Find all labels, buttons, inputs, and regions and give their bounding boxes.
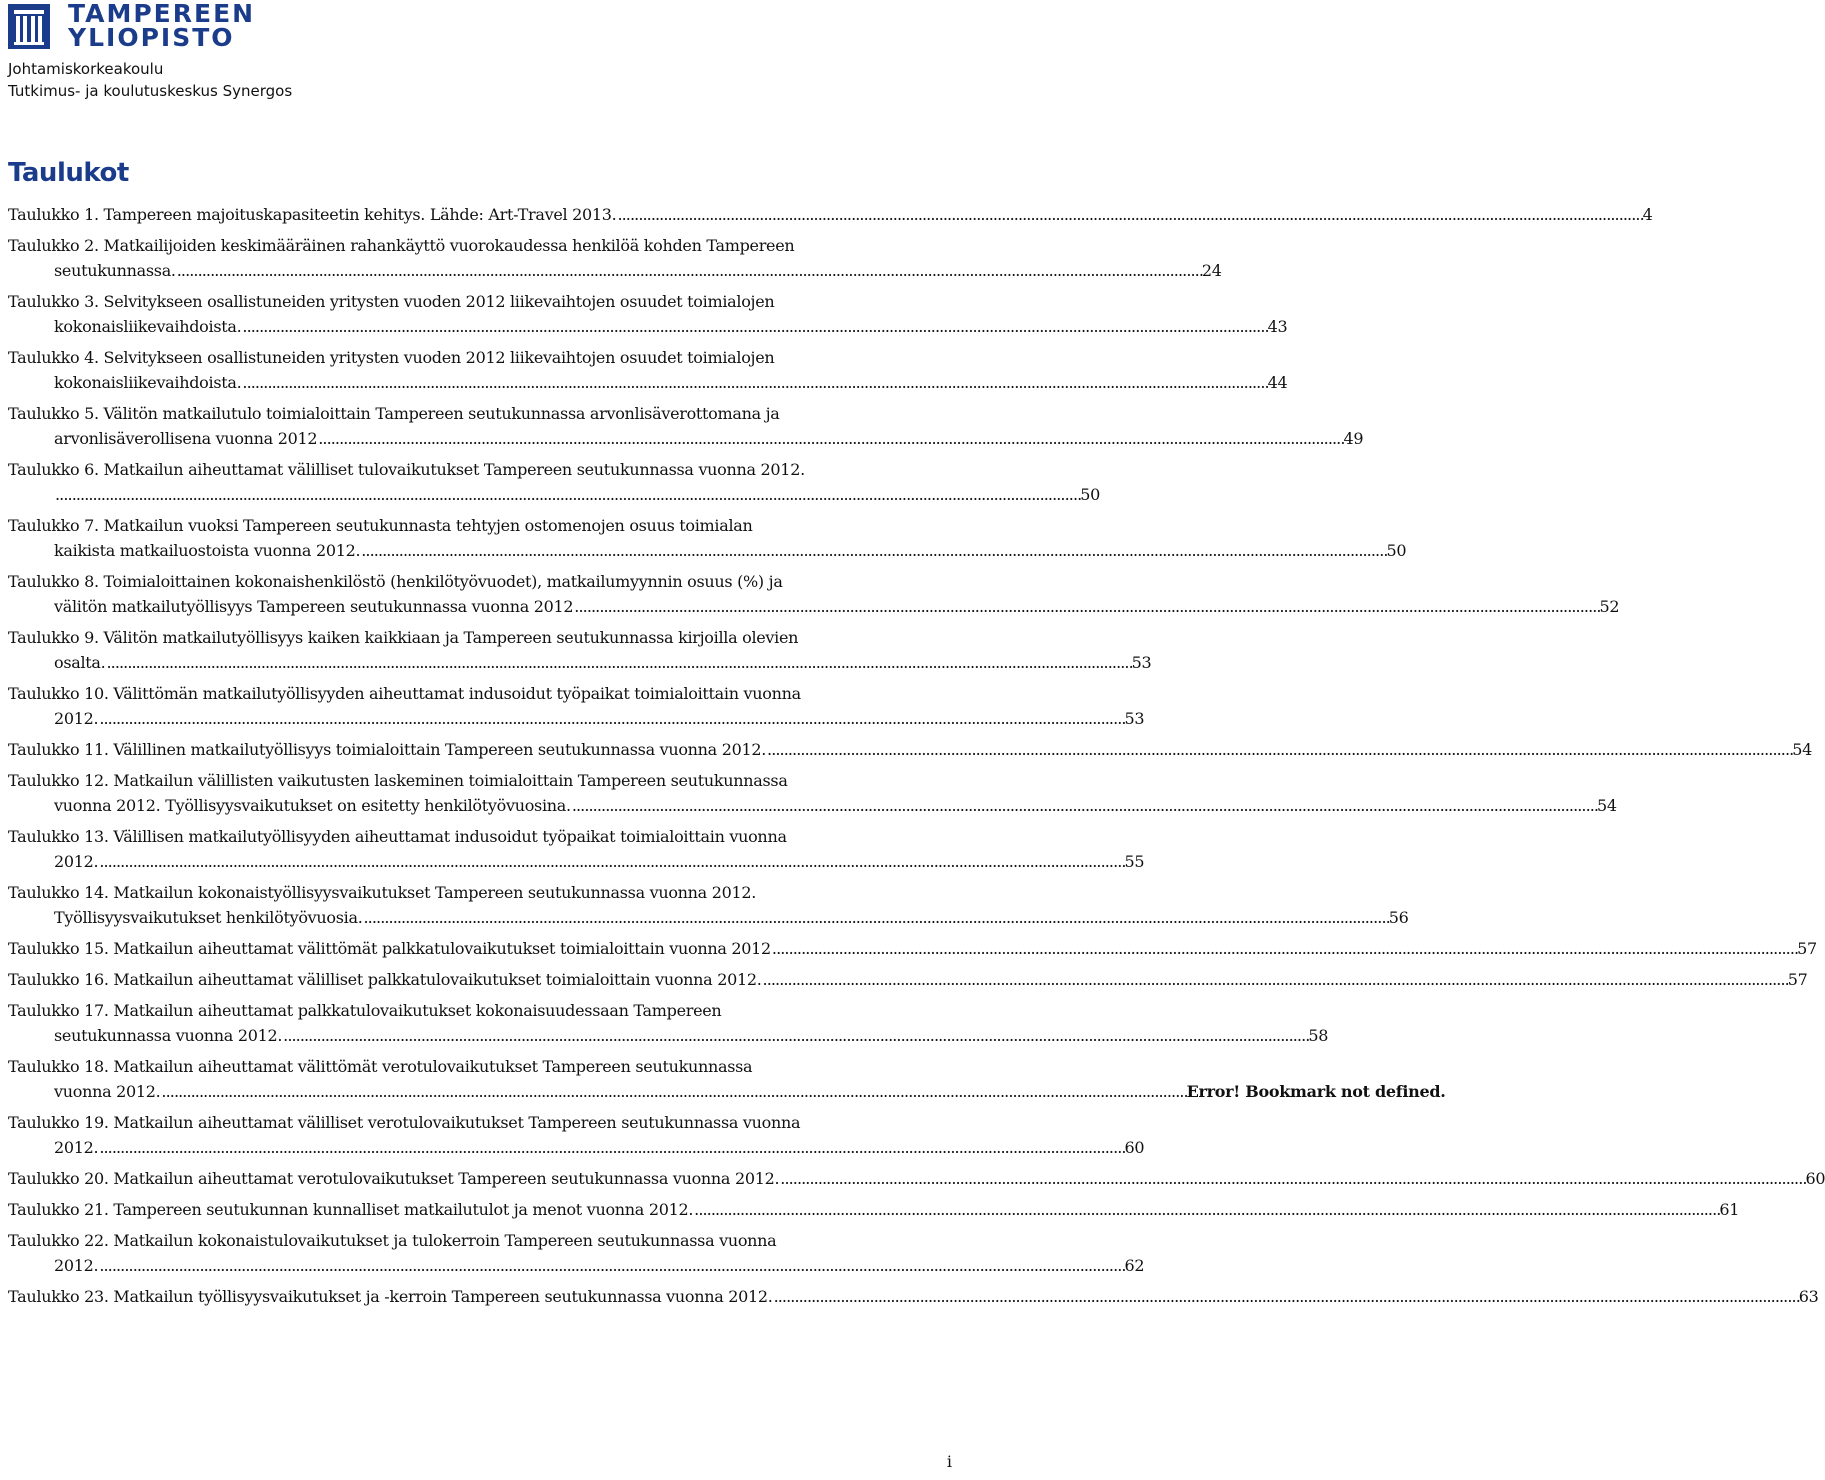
document-header: [8, 0, 608, 102]
table-of-contents: [8, 202, 1825, 1315]
toc-page-number: 53: [1131, 653, 1152, 672]
toc-entry-title: Taulukko 13. Välillisen matkailutyöllisyyden aiheuttamat indusoidut työpaikat toimialoittain vuonna: [8, 827, 787, 846]
toc-entry-last-line: [8, 936, 1817, 961]
toc-entry-last-line: [54, 1023, 1329, 1048]
toc-page-number: 61: [1719, 1200, 1740, 1219]
toc-entry-line: [8, 880, 956, 905]
toc-entry-line: [8, 768, 956, 793]
toc-entry-title: 2012.: [54, 852, 99, 871]
toc-entry-title: Taulukko 21. Tampereen seutukunnan kunnalliset matkailutulot ja menot vuonna 2012.: [8, 1200, 694, 1219]
toc-entry[interactable]: [8, 513, 1407, 563]
toc-entry-line: [8, 345, 956, 370]
toc-entry-title: Taulukko 15. Matkailun aiheuttamat välittömät palkkatulovaikutukset toimialoittain vuonna 2012: [8, 939, 771, 958]
toc-entry-title: vuonna 2012. Työllisyysvaikutukset on esitetty henkilötyövuosina.: [54, 796, 571, 815]
toc-entry[interactable]: [8, 681, 1145, 731]
toc-leader-dots: [99, 709, 1123, 728]
toc-entry-line: [8, 681, 956, 706]
toc-entry-title: seutukunnassa vuonna 2012.: [54, 1026, 283, 1045]
toc-leader-dots: [774, 1287, 1798, 1306]
toc-entry[interactable]: [8, 768, 1617, 818]
toc-entry-title: 2012.: [54, 1138, 99, 1157]
toc-entry-title: kaikista matkailuostoista vuonna 2012.: [54, 541, 361, 560]
toc-entry-title: kokonaisliikevaihdoista.: [54, 317, 242, 336]
toc-entry-last-line: [54, 258, 1222, 283]
toc-entry-last-line: [54, 706, 1145, 731]
toc-leader-dots: [574, 597, 1598, 616]
toc-entry-line: [8, 1110, 956, 1135]
toc-entry-title: Työllisyysvaikutukset henkilötyövuosia.: [54, 908, 363, 927]
toc-leader-dots: [99, 1256, 1123, 1275]
toc-entry[interactable]: [8, 998, 1329, 1048]
toc-entry-line: [8, 1054, 956, 1079]
toc-entry-title: Taulukko 4. Selvitykseen osallistuneiden yritysten vuoden 2012 liikevaihtojen osuudet toimialojen: [8, 348, 775, 367]
toc-entry[interactable]: [8, 967, 1808, 992]
toc-leader-dots: [361, 541, 1385, 560]
toc-page-number: 24: [1201, 261, 1222, 280]
toc-leader-dots: [767, 740, 1791, 759]
toc-entry-last-line: [54, 793, 1617, 818]
toc-entry-line: [8, 457, 956, 482]
toc-entry-title: Taulukko 10. Välittömän matkailutyöllisyyden aiheuttamat indusoidut työpaikat toimialoittain vuonna: [8, 684, 801, 703]
toc-entry[interactable]: [8, 824, 1145, 874]
toc-page-number: 54: [1597, 796, 1617, 815]
toc-entry-last-line: [54, 482, 1100, 507]
toc-entry-title: Taulukko 23. Matkailun työllisyysvaikutukset ja -kerroin Tampereen seutukunnassa vuonna 2012.: [8, 1287, 773, 1306]
toc-entry-title: välitön matkailutyöllisyys Tampereen seutukunnassa vuonna 2012: [54, 597, 574, 616]
toc-entry[interactable]: [8, 737, 1812, 762]
toc-page-number: 58: [1308, 1026, 1329, 1045]
toc-entry-title: Taulukko 8. Toimialoittainen kokonaishenkilöstö (henkilötyövuodet), matkailumyynnin osuus (%) ja: [8, 572, 783, 591]
toc-entry-title: Taulukko 20. Matkailun aiheuttamat verotulovaikutukset Tampereen seutukunnassa vuonna 2012.: [8, 1169, 780, 1188]
toc-entry-title: kokonaisliikevaihdoista.: [54, 373, 242, 392]
toc-entry-title: Taulukko 17. Matkailun aiheuttamat palkkatulovaikutukset kokonaisuudessaan Tampereen: [8, 1001, 722, 1020]
toc-page-number: 43: [1267, 317, 1288, 336]
toc-entry-last-line: [54, 370, 1288, 395]
toc-entry-last-line: [8, 737, 1812, 762]
toc-leader-dots: [242, 317, 1266, 336]
toc-entry-last-line: [54, 849, 1145, 874]
toc-entry[interactable]: [8, 880, 1409, 930]
toc-entry-title: Taulukko 14. Matkailun kokonaistyöllisyysvaikutukset Tampereen seutukunnassa vuonna 2012.: [8, 883, 757, 902]
toc-entry-title: Taulukko 22. Matkailun kokonaistulovaikutukset ja tulokerroin Tampereen seutukunnassa vuonna: [8, 1231, 777, 1250]
toc-entry-line: [8, 1228, 956, 1253]
toc-leader-dots: [694, 1200, 1718, 1219]
toc-page-number: Error! Bookmark not defined.: [1186, 1082, 1446, 1101]
toc-leader-dots: [572, 796, 1596, 815]
toc-entry-last-line: [8, 1166, 1825, 1191]
toc-entry-last-line: [54, 1135, 1145, 1160]
toc-entry-title: 2012.: [54, 1256, 99, 1275]
toc-leader-dots: [780, 1169, 1804, 1188]
toc-entry-title: Taulukko 7. Matkailun vuoksi Tampereen seutukunnasta tehtyjen ostomenojen osuus toimialan: [8, 516, 753, 535]
toc-leader-dots: [283, 1026, 1307, 1045]
toc-entry[interactable]: [8, 1197, 1740, 1222]
toc-leader-dots: [763, 970, 1787, 989]
toc-page-number: 49: [1343, 429, 1364, 448]
section-heading: Taulukot: [8, 158, 129, 188]
toc-entry[interactable]: [8, 457, 1100, 507]
toc-entry[interactable]: [8, 401, 1364, 451]
toc-entry-last-line: [8, 1284, 1819, 1309]
toc-entry-line: [8, 824, 956, 849]
toc-entry[interactable]: [8, 345, 1288, 395]
toc-leader-dots: [772, 939, 1796, 958]
toc-entry-last-line: [54, 650, 1152, 675]
toc-entry[interactable]: [8, 625, 1152, 675]
toc-entry-title: Taulukko 16. Matkailun aiheuttamat välilliset palkkatulovaikutukset toimialoittain vuonna 2012.: [8, 970, 762, 989]
toc-entry[interactable]: [8, 936, 1817, 961]
university-emblem-icon: [8, 4, 50, 49]
toc-entry[interactable]: [8, 1284, 1819, 1309]
toc-entry-last-line: [8, 202, 1653, 227]
toc-entry-last-line: [54, 1253, 1145, 1278]
toc-entry-line: [8, 401, 956, 426]
toc-page-number: 50: [1386, 541, 1407, 560]
toc-entry[interactable]: [8, 233, 1222, 283]
toc-entry[interactable]: [8, 202, 1653, 227]
toc-entry-title: Taulukko 3. Selvitykseen osallistuneiden yritysten vuoden 2012 liikevaihtojen osuudet toimialojen: [8, 292, 775, 311]
toc-entry-title: Taulukko 6. Matkailun aiheuttamat välilliset tulovaikutukset Tampereen seutukunnassa vuonna 2012.: [8, 460, 805, 479]
toc-entry-title: Taulukko 18. Matkailun aiheuttamat välittömät verotulovaikutukset Tampereen seutukunnassa: [8, 1057, 753, 1076]
toc-page-number: 60: [1805, 1169, 1825, 1188]
toc-page-number: 44: [1267, 373, 1288, 392]
toc-page-number: 60: [1124, 1138, 1145, 1157]
organization-units: [8, 58, 608, 102]
toc-entry-title: osalta.: [54, 653, 106, 672]
university-logo: [8, 0, 608, 52]
toc-page-number: 57: [1797, 939, 1817, 958]
toc-entry[interactable]: [8, 289, 1288, 339]
toc-entry-line: [8, 233, 956, 258]
toc-entry-title: 2012.: [54, 709, 99, 728]
toc-entry[interactable]: [8, 1166, 1825, 1191]
toc-entry-title: seutukunnassa.: [54, 261, 176, 280]
toc-leader-dots: [99, 852, 1123, 871]
page-number: i: [946, 1452, 952, 1471]
toc-entry-title: Taulukko 2. Matkailijoiden keskimääräinen rahankäyttö vuorokaudessa henkilöä kohden Tampereen: [8, 236, 795, 255]
unit-line-1: Johtamiskorkeakoulu: [8, 60, 164, 78]
toc-entry-last-line: [54, 426, 1364, 451]
toc-entry-line: [8, 569, 956, 594]
toc-leader-dots: [242, 373, 1266, 392]
toc-leader-dots: [55, 485, 1079, 504]
toc-leader-dots: [99, 1138, 1123, 1157]
toc-entry-title: Taulukko 5. Välitön matkailutulo toimialoittain Tampereen seutukunnassa arvonlisäverottomana ja: [8, 404, 780, 423]
toc-entry-last-line: [8, 967, 1808, 992]
toc-entry[interactable]: [8, 1054, 1446, 1104]
toc-entry-line: [8, 625, 956, 650]
toc-entry-title: Taulukko 11. Välillinen matkailutyöllisyys toimialoittain Tampereen seutukunnassa vuonna 2012.: [8, 740, 767, 759]
toc-page-number: 62: [1124, 1256, 1145, 1275]
toc-entry-line: [8, 513, 956, 538]
toc-page-number: 53: [1124, 709, 1145, 728]
logo-wordmark: [68, 2, 255, 50]
toc-page-number: 4: [1642, 205, 1653, 224]
toc-leader-dots: [177, 261, 1201, 280]
toc-entry[interactable]: [8, 569, 1620, 619]
logo-line-2: YLIOPISTO: [68, 23, 235, 52]
toc-page-number: 63: [1798, 1287, 1819, 1306]
toc-leader-dots: [364, 908, 1388, 927]
toc-entry-title: arvonlisäverollisena vuonna 2012: [54, 429, 318, 448]
toc-page-number: 57: [1787, 970, 1808, 989]
toc-entry-line: [8, 289, 956, 314]
toc-page-number: 54: [1792, 740, 1812, 759]
toc-entry-last-line: [8, 1197, 1740, 1222]
toc-entry-last-line: [54, 905, 1409, 930]
toc-entry-title: Taulukko 12. Matkailun välillisten vaikutusten laskeminen toimialoittain Tampereen seutukunnassa: [8, 771, 788, 790]
toc-page-number: 56: [1388, 908, 1409, 927]
toc-leader-dots: [106, 653, 1130, 672]
toc-entry[interactable]: [8, 1228, 1145, 1278]
logo-line-1: TAMPEREEN: [68, 0, 256, 28]
toc-entry-last-line: [54, 1079, 1446, 1104]
toc-entry-last-line: [54, 314, 1288, 339]
toc-leader-dots: [617, 205, 1641, 224]
unit-line-2: Tutkimus- ja koulutuskeskus Synergos: [8, 82, 293, 100]
toc-entry-last-line: [54, 594, 1620, 619]
toc-entry-title: Taulukko 9. Välitön matkailutyöllisyys kaiken kaikkiaan ja Tampereen seutukunnassa kirjoilla olevien: [8, 628, 799, 647]
toc-page-number: 50: [1080, 485, 1100, 504]
toc-entry-line: [8, 998, 956, 1023]
toc-entry[interactable]: [8, 1110, 1145, 1160]
toc-page-number: 52: [1599, 597, 1620, 616]
toc-entry-last-line: [54, 538, 1407, 563]
toc-entry-title: Taulukko 1. Tampereen majoituskapasiteetin kehitys. Lähde: Art-Travel 2013.: [8, 205, 617, 224]
toc-entry-title: Taulukko 19. Matkailun aiheuttamat välilliset verotulovaikutukset Tampereen seutukunnassa vuonna: [8, 1113, 801, 1132]
toc-entry-title: vuonna 2012.: [54, 1082, 161, 1101]
toc-leader-dots: [161, 1082, 1185, 1101]
toc-page-number: 55: [1124, 852, 1145, 871]
toc-leader-dots: [318, 429, 1342, 448]
